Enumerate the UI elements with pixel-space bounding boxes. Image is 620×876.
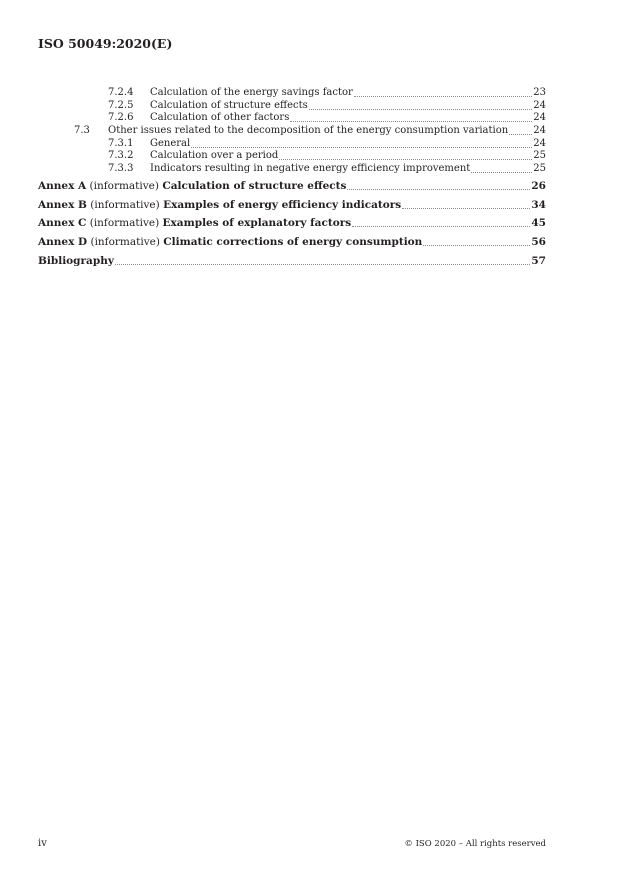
toc-entry[interactable] bbox=[108, 112, 546, 124]
dot-leader bbox=[423, 245, 530, 246]
annex-page: 34 bbox=[531, 199, 546, 211]
toc-annex-b[interactable] bbox=[38, 199, 546, 211]
toc-entry-number: 7.3.2 bbox=[108, 150, 134, 161]
toc-entry-page: 25 bbox=[533, 163, 546, 174]
annex-type: (informative) bbox=[89, 180, 159, 192]
dot-leader bbox=[354, 96, 532, 97]
toc-entry[interactable] bbox=[74, 125, 546, 137]
bibliography-title: Bibliography bbox=[38, 255, 114, 267]
copyright-notice: © ISO 2020 – All rights reserved bbox=[404, 839, 546, 849]
annex-label: Annex D bbox=[38, 236, 88, 248]
page-number: iv bbox=[38, 838, 47, 849]
toc-entry-number: 7.3 bbox=[74, 125, 90, 136]
toc-entry-number: 7.2.4 bbox=[108, 87, 134, 98]
toc-entry-number: 7.2.5 bbox=[108, 100, 134, 111]
toc-entry[interactable] bbox=[108, 100, 546, 112]
toc-entry-title: Calculation over a period bbox=[150, 150, 279, 161]
toc-entry-title: Calculation of other factors bbox=[150, 112, 290, 123]
dot-leader bbox=[402, 208, 530, 209]
dot-leader bbox=[191, 147, 532, 148]
annex-label: Annex B bbox=[38, 199, 87, 211]
bibliography-page: 57 bbox=[531, 255, 546, 267]
toc-entry-page: 24 bbox=[533, 125, 546, 136]
annex-title: Examples of explanatory factors bbox=[162, 217, 352, 229]
annex-title: Calculation of structure effects bbox=[162, 180, 347, 192]
annex-page: 56 bbox=[531, 236, 546, 248]
toc-entry-title: Indicators resulting in negative energy efficiency improvement bbox=[150, 163, 471, 174]
annex-title: Climatic corrections of energy consumption bbox=[163, 236, 423, 248]
toc-annex-c[interactable] bbox=[38, 217, 546, 229]
toc-bibliography[interactable] bbox=[38, 255, 546, 267]
toc-entry-title: Calculation of the energy savings factor bbox=[150, 87, 353, 98]
toc-entry-title: Calculation of structure effects bbox=[150, 100, 308, 111]
toc-entry-page: 23 bbox=[533, 87, 546, 98]
toc-entry-number: 7.3.3 bbox=[108, 163, 134, 174]
toc-entry-number: 7.3.1 bbox=[108, 138, 134, 149]
toc-annex-a[interactable] bbox=[38, 180, 546, 192]
toc-entry[interactable] bbox=[108, 163, 546, 175]
toc-entry-page: 24 bbox=[533, 100, 546, 111]
dot-leader bbox=[290, 121, 532, 122]
annex-type: (informative) bbox=[90, 236, 160, 248]
toc-entry-title: Other issues related to the decomposition of the energy consumption variation bbox=[108, 125, 509, 136]
annex-page: 45 bbox=[531, 217, 546, 229]
dot-leader bbox=[347, 189, 530, 190]
dot-leader bbox=[309, 109, 532, 110]
toc-entry-number: 7.2.6 bbox=[108, 112, 134, 123]
toc-entry[interactable] bbox=[108, 87, 546, 99]
annex-label: Annex C bbox=[38, 217, 87, 229]
annex-type: (informative) bbox=[90, 199, 160, 211]
dot-leader bbox=[352, 226, 530, 227]
toc-entry-page: 25 bbox=[533, 150, 546, 161]
annex-label: Annex A bbox=[38, 180, 87, 192]
dot-leader bbox=[471, 172, 532, 173]
dot-leader bbox=[509, 134, 532, 135]
dot-leader bbox=[279, 159, 532, 160]
toc-entry[interactable] bbox=[108, 138, 546, 150]
annex-page: 26 bbox=[531, 180, 546, 192]
toc-entry-page: 24 bbox=[533, 138, 546, 149]
toc-entry-title: General bbox=[150, 138, 191, 149]
toc-annex-d[interactable] bbox=[38, 236, 546, 248]
annex-title: Examples of energy efficiency indicators bbox=[163, 199, 402, 211]
toc-entry[interactable] bbox=[108, 150, 546, 162]
annex-type: (informative) bbox=[89, 217, 160, 229]
document-id-header: ISO 50049:2020(E) bbox=[38, 36, 173, 51]
toc-entry-page: 24 bbox=[533, 112, 546, 123]
dot-leader bbox=[115, 264, 530, 265]
